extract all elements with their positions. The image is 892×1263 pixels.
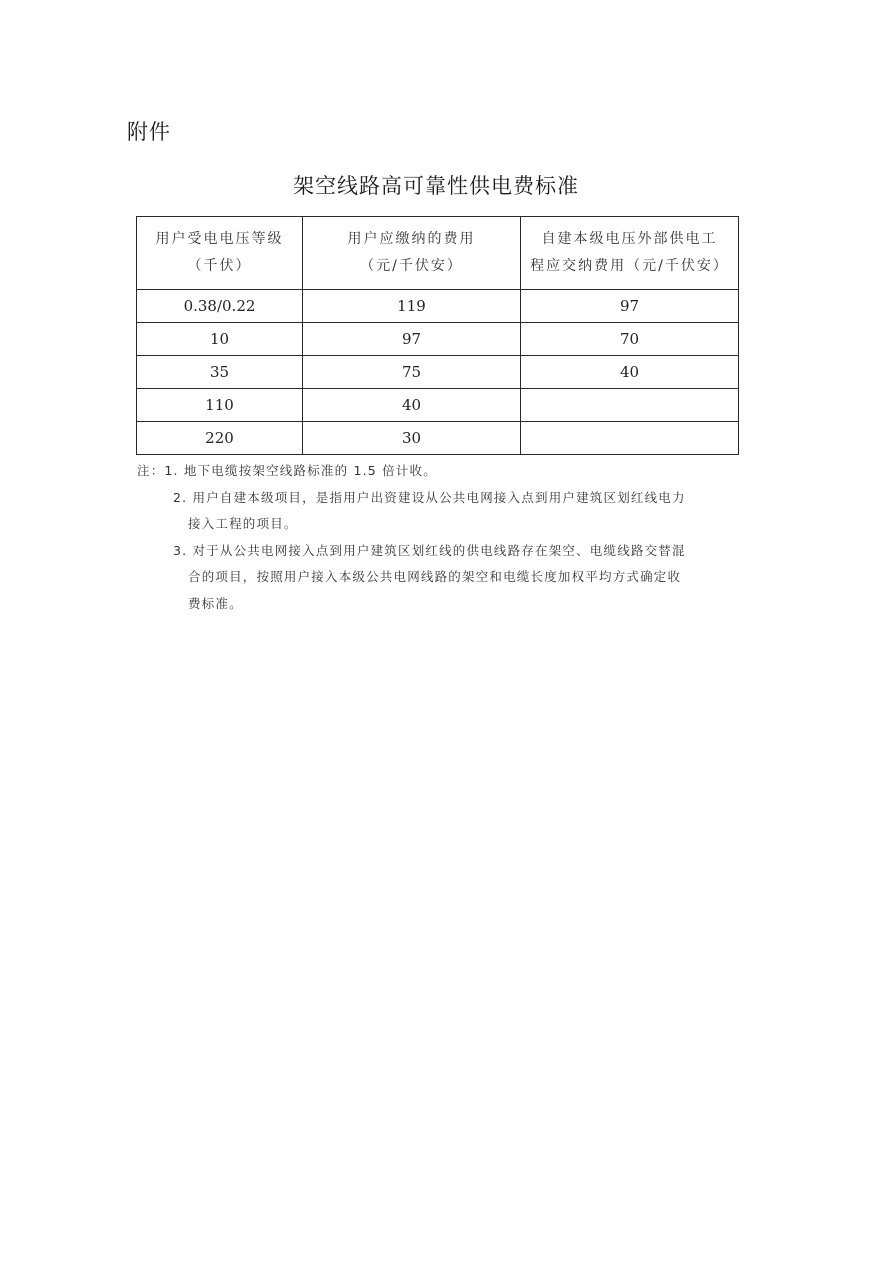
table-cell: 35: [137, 356, 303, 389]
table-row: [137, 323, 739, 356]
table-cell: 75: [303, 356, 521, 389]
table-cell: 70: [521, 323, 739, 356]
table-header-row: [137, 217, 739, 290]
attachment-label: 附件: [127, 120, 171, 144]
note-line: 接入工程的项目。: [188, 516, 298, 531]
header-line: 用户受电电压等级: [155, 231, 284, 247]
table-cell: 10: [137, 323, 303, 356]
header-line: 用户应缴纳的费用: [347, 231, 476, 247]
table-cell: 97: [303, 323, 521, 356]
table-row: [137, 290, 739, 323]
table-cell: 220: [137, 422, 303, 455]
table-cell: 30: [303, 422, 521, 455]
header-voltage-level: [137, 217, 303, 290]
table-cell: 0.38/0.22: [137, 290, 303, 323]
header-line: 程应交纳费用（元/千伏安）: [530, 258, 729, 274]
header-line: 自建本级电压外部供电工: [541, 231, 718, 247]
note-line: 2. 用户自建本级项目，是指用户出资建设从公共电网接入点到用户建筑区划红线电力: [173, 489, 686, 505]
header-line: （元/千伏安）: [360, 258, 463, 274]
notes-section: [137, 458, 757, 617]
table-cell: 40: [303, 389, 521, 422]
table-cell: 40: [521, 356, 739, 389]
table-cell: 110: [137, 389, 303, 422]
table-row: [137, 389, 739, 422]
header-self-built-fee: [521, 217, 739, 290]
document-title: 架空线路高可靠性供电费标准: [293, 174, 579, 198]
table-cell: 119: [303, 290, 521, 323]
header-user-fee: [303, 217, 521, 290]
table-cell: [521, 422, 739, 455]
table-row: [137, 356, 739, 389]
table-row: [137, 422, 739, 455]
note-line: 费标准。: [188, 595, 243, 611]
note-line: 合的项目，按照用户接入本级公共电网线路的架空和电缆长度加权平均方式确定收: [188, 569, 682, 584]
table-cell: 97: [521, 290, 739, 323]
note-line: 3. 对于从公共电网接入点到用户建筑区划红线的供电线路存在架空、电缆线路交替混: [173, 542, 686, 558]
table-cell: [521, 389, 739, 422]
fee-standard-table: [136, 216, 739, 455]
header-line: （千伏）: [187, 258, 252, 274]
note-line: 注：1. 地下电缆按架空线路标准的 1.5 倍计收。: [137, 463, 437, 478]
